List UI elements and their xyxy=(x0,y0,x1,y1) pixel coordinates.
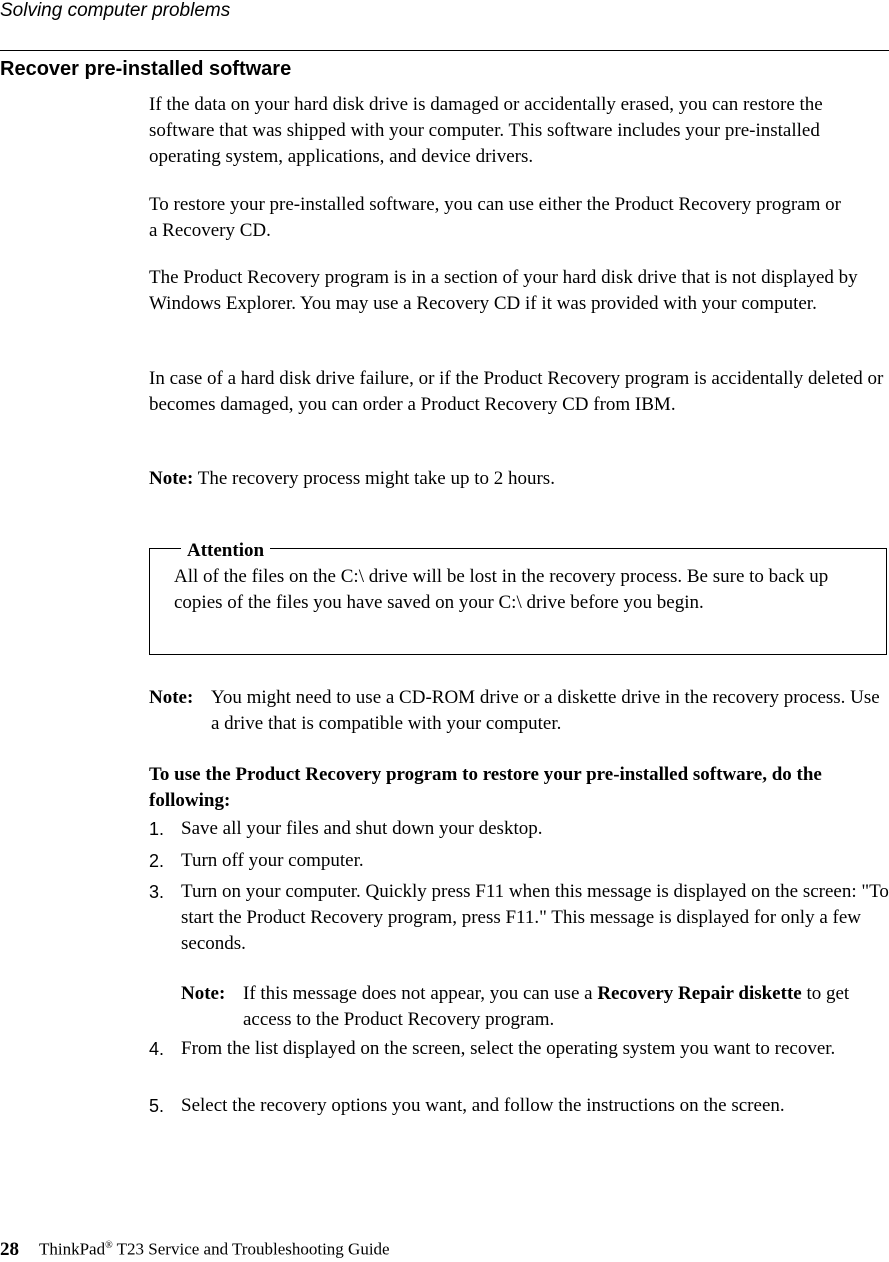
note-text-before: If this message does not appear, you can use a xyxy=(243,983,593,1004)
step-number: 4. xyxy=(149,1039,165,1059)
note-cdrom xyxy=(149,685,884,737)
paragraph: In case of a hard disk drive failure, or if the Product Recovery program is accidentally deleted or becomes damaged, you can order a Product Recovery CD from IBM. xyxy=(149,368,884,415)
attention-title: Attention xyxy=(181,538,270,564)
note-label: Note: xyxy=(181,983,226,1004)
registered-mark: ® xyxy=(105,1240,113,1251)
book-subtitle: T23 Service and Troubleshooting Guide xyxy=(116,1239,390,1259)
attention-text: All of the files on the C:\ drive will be lost in the recovery process. Be sure to back up copies of the files you have saved on your C:\ drive before you begin. xyxy=(174,566,829,613)
header-divider xyxy=(0,50,889,51)
step-number: 5. xyxy=(149,1096,165,1116)
paragraph: The Product Recovery program is in a section of your hard disk drive that is not displayed by Windows Explorer. You may use a Recovery CD if it was provided with your computer. xyxy=(149,267,858,314)
paragraph-recovery-program xyxy=(149,265,879,317)
paragraph: To restore your pre-installed software, you can use either the Product Recovery program or a Recovery CD. xyxy=(149,194,841,241)
note-label: Note: xyxy=(149,687,194,708)
step-4 xyxy=(149,1036,889,1062)
step-text: Save all your files and shut down your desktop. xyxy=(181,818,543,839)
step-number: 2. xyxy=(149,851,165,871)
step-3-note xyxy=(181,981,861,1033)
step-text: From the list displayed on the screen, select the operating system you want to recover. xyxy=(181,1038,836,1059)
note-text: The recovery process might take up to 2 hours. xyxy=(197,468,555,489)
step-1 xyxy=(149,816,889,842)
page-number: 28 xyxy=(0,1238,19,1260)
step-3 xyxy=(149,879,889,957)
step-5 xyxy=(149,1093,889,1119)
paragraph-intro xyxy=(149,92,889,170)
paragraph-failure xyxy=(149,366,884,418)
paragraph: If the data on your hard disk drive is damaged or accidentally erased, you can restore the software that was shipped with your computer. This software includes your pre-installed operating system, applications, and device drivers. xyxy=(149,94,823,167)
section-title: Recover pre-installed software xyxy=(0,58,292,80)
note-label: Note: xyxy=(149,468,194,489)
running-head: Solving computer problems xyxy=(0,0,231,21)
step-2 xyxy=(149,848,889,874)
note-text xyxy=(243,981,861,1033)
note-text-after: to get access to the Product Recovery program. xyxy=(243,983,850,1030)
book-title: ThinkPad xyxy=(39,1239,106,1259)
note-recovery-time xyxy=(149,466,889,492)
note-bold-term: Recovery Repair diskette xyxy=(597,983,802,1004)
paragraph-options xyxy=(149,192,849,244)
steps-intro: To use the Product Recovery program to restore your pre-installed software, do the following: xyxy=(149,764,822,811)
step-number: 1. xyxy=(149,819,165,839)
step-text: Select the recovery options you want, and follow the instructions on the screen. xyxy=(181,1095,785,1116)
page-footer xyxy=(0,1234,390,1262)
step-number: 3. xyxy=(149,882,165,902)
note-text: You might need to use a CD-ROM drive or a diskette drive in the recovery process. Use a drive that is compatible with your computer. xyxy=(211,687,880,734)
step-text: Turn on your computer. Quickly press F11 when this message is displayed on the screen: "To start the Product Recovery program, press F11." This message is displayed for only a few seconds. xyxy=(181,881,889,954)
step-text: Turn off your computer. xyxy=(181,850,364,871)
